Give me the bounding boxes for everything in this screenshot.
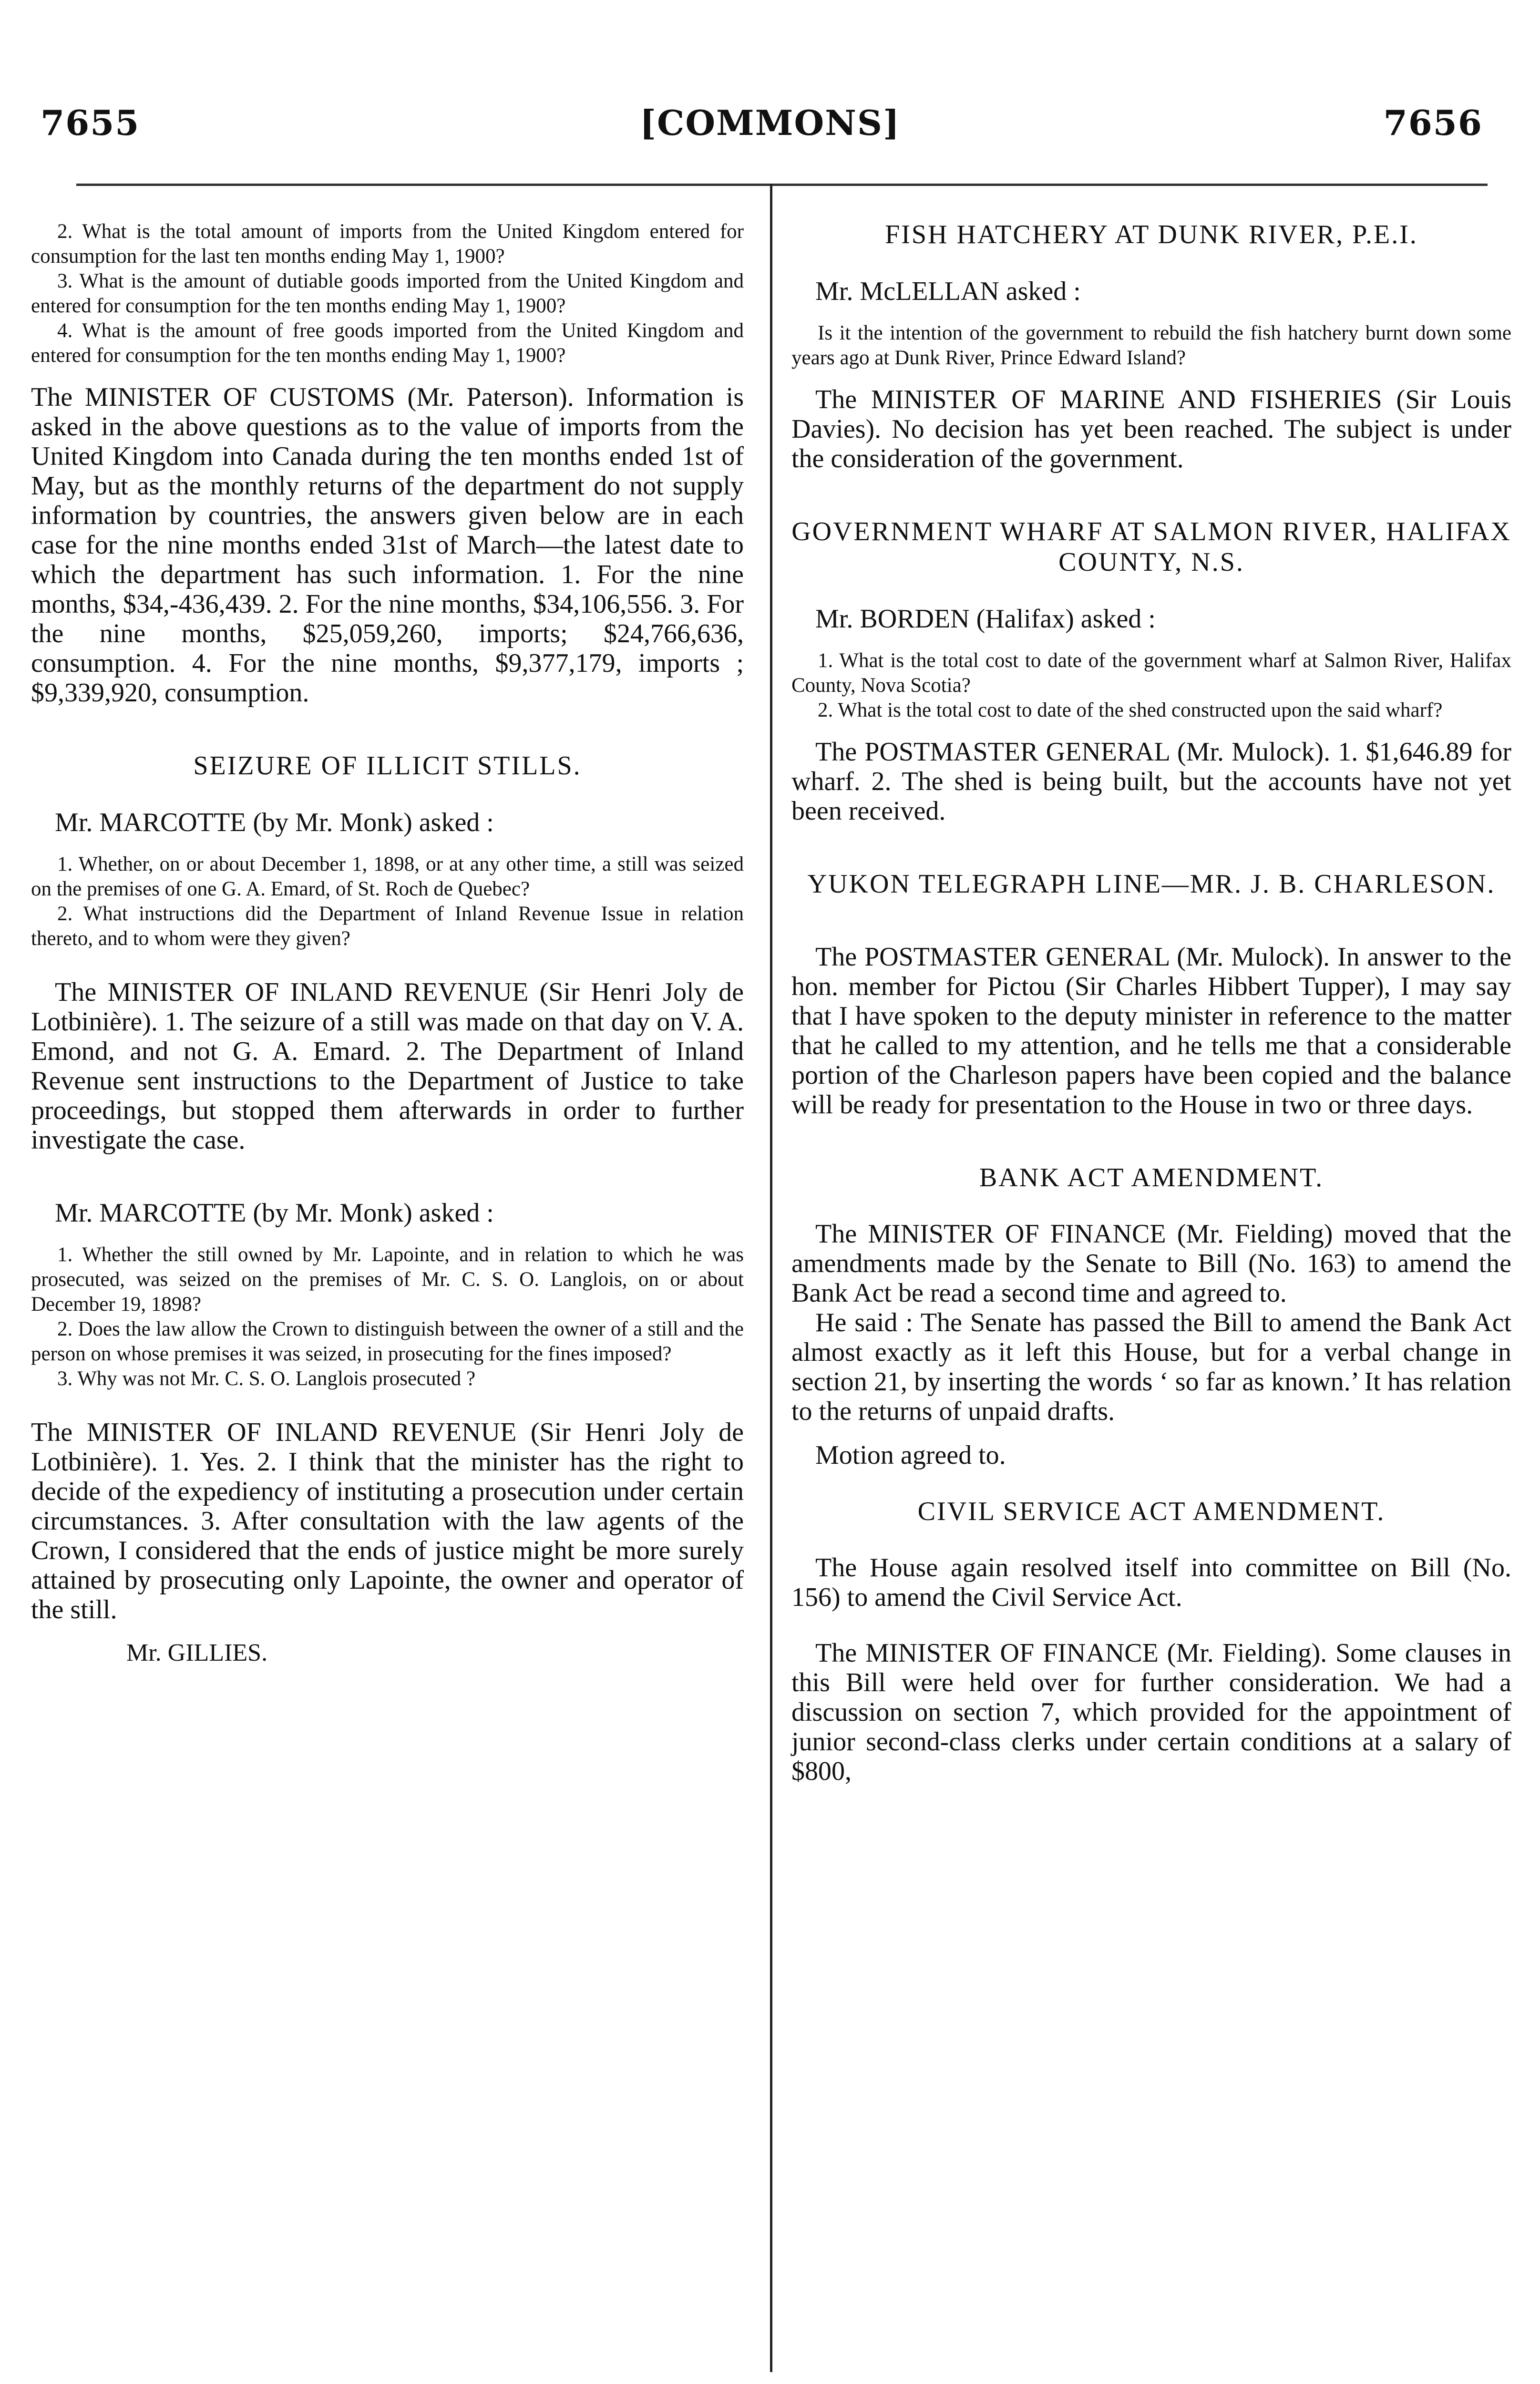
wharf-question-1: 1. What is the total cost to date of the government wharf at Salmon River, Halifax County, Nova Scotia? (791, 649, 1511, 697)
civil-committee: The House again resolved itself into committee on Bill (No. 156) to amend the Civil Service Act. (791, 1553, 1511, 1612)
civil-service-heading: CIVIL SERVICE ACT AMENDMENT. (917, 1497, 1386, 1526)
customs-answer: The MINISTER OF CUSTOMS (Mr. Paterson). Information is asked in the above questions as to the value of imports from the United Kingdom into Canada during the ten months ended 1st of May, but as the monthly returns of the department do not supply information by countries, the answers given below are in each case for the nine months ended 31st of March—the latest date to which the department has such information. 1. For the nine months, $34,-436,439. 2. For the nine months, $34,106,556. 3. For the nine months, $25,059,260, imports; $24,766,636, consumption. 4. For the nine months, $9,377,179, imports ; $9,339,920, consumption. (31, 382, 744, 708)
speaker-gillies: Mr. GILLIES. (126, 1639, 268, 1666)
lapointe-question-2: 2. Does the law allow the Crown to distinguish between the owner of a still and the person on whose premises it was seized, in prosecuting for the fines imposed? (31, 1318, 744, 1365)
wharf-question-2: 2. What is the total cost to date of the shed constructed upon the said wharf? (818, 699, 1443, 721)
inland-answer-1: The MINISTER OF INLAND REVENUE (Sir Henri Joly de Lotbinière). 1. The seizure of a still was made on that day on V. A. Emond, and not G. A. Emard. 2. The Department of Inland Revenue sent instructions to the Department of Justice to take proceedings, but stopped them afterwards in order to further investigate the case. (31, 977, 744, 1155)
page-header (0, 0, 1540, 172)
lapointe-question-1: 1. Whether the still owned by Mr. Lapointe, and in relation to which he was prosecuted, was seized on the premises of Mr. C. S. O. Langlois, on or about December 19, 1898? (31, 1243, 744, 1315)
right-column (791, 219, 1511, 1786)
fish-answer: The MINISTER OF MARINE AND FISHERIES (Sir Louis Davies). No decision has yet been reached. The subject is under the consideration of the government. (791, 385, 1511, 473)
question-2: 2. What is the total amount of imports from the United Kingdom entered for consumption for the last ten months ending May 1, 1900? (31, 220, 744, 267)
bank-motion: The MINISTER OF FINANCE (Mr. Fielding) moved that the amendments made by the Senate to Bill (No. 163) to amend the Bank Act be read a second time and agreed to. (791, 1219, 1511, 1308)
seizure-heading: SEIZURE OF ILLICIT STILLS. (193, 751, 582, 781)
civil-answer: The MINISTER OF FINANCE (Mr. Fielding). Some clauses in this Bill were held over for further consideration. We had a discussion on section 7, which provided for the appointment of junior second-class clerks under certain conditions at a salary of $800, (791, 1638, 1511, 1786)
asker-borden: Mr. BORDEN (Halifax) asked : (815, 604, 1156, 634)
header-rule (76, 184, 1488, 186)
yukon-heading: YUKON TELEGRAPH LINE—MR. J. B. CHARLESON. (807, 869, 1496, 899)
bank-heading: BANK ACT AMENDMENT. (979, 1163, 1324, 1192)
page-number-right: 7656 (1383, 103, 1483, 143)
column-divider (770, 184, 772, 2372)
motion-agreed: Motion agreed to. (815, 1440, 1006, 1470)
left-column (31, 219, 744, 1667)
lapointe-question-3: 3. Why was not Mr. C. S. O. Langlois prosecuted ? (57, 1367, 476, 1390)
fish-hatchery-heading: FISH HATCHERY AT DUNK RIVER, P.E.I. (885, 220, 1418, 249)
question-3: 3. What is the amount of dutiable goods imported from the United Kingdom and entered for consumption for the ten months ending May 1, 1900? (31, 270, 744, 317)
asker-mclellan: Mr. McLELLAN asked : (815, 277, 1081, 306)
page-number-left: 7655 (41, 103, 140, 143)
yukon-answer: The POSTMASTER GENERAL (Mr. Mulock). In answer to the hon. member for Pictou (Sir Charles Hibbert Tupper), I may say that I have spoken to the deputy minister in reference to the matter that he called to my attention, and he tells me that a considerable portion of the Charleson papers have been copied and the balance will be ready for presentation to the House in two or three days. (791, 942, 1511, 1120)
running-title: [COMMONS] (639, 103, 901, 143)
inland-answer-2: The MINISTER OF INLAND REVENUE (Sir Henri Joly de Lotbinière). 1. Yes. 2. I think that the minister has the right to decide of the expediency of instituting a prosecution under certain circumstances. 3. After consultation with the law agents of the Crown, I considered that the ends of justice might be more surely attained by prosecuting only Lapointe, the owner and operator of the still. (31, 1418, 744, 1624)
asker-marcotte-1: Mr. MARCOTTE (by Mr. Monk) asked : (55, 808, 494, 837)
wharf-heading: GOVERNMENT WHARF AT SALMON RIVER, HALIFAX COUNTY, N.S. (791, 517, 1511, 577)
seizure-question-1: 1. Whether, on or about December 1, 1898, or at any other time, a still was seized on the premises of one G. A. Emard, of St. Roch de Quebec? (31, 853, 744, 900)
seizure-question-2: 2. What instructions did the Department of Inland Revenue Issue in relation thereto, and to whom were they given? (31, 903, 744, 950)
wharf-answer: The POSTMASTER GENERAL (Mr. Mulock). 1. $1,646.89 for wharf. 2. The shed is being built, but the accounts have not yet been received. (791, 737, 1511, 826)
bank-said: He said : The Senate has passed the Bill to amend the Bank Act almost exactly as it left this House, but for a verbal change in section 21, by inserting the words ‘ so far as known.’ It has relation to the returns of unpaid drafts. (791, 1308, 1511, 1426)
asker-marcotte-2: Mr. MARCOTTE (by Mr. Monk) asked : (55, 1198, 494, 1228)
fish-question: Is it the intention of the government to rebuild the fish hatchery burnt down some years ago at Dunk River, Prince Edward Island? (791, 322, 1511, 369)
question-4: 4. What is the amount of free goods imported from the United Kingdom and entered for consumption for the ten months ending May 1, 1900? (31, 319, 744, 367)
